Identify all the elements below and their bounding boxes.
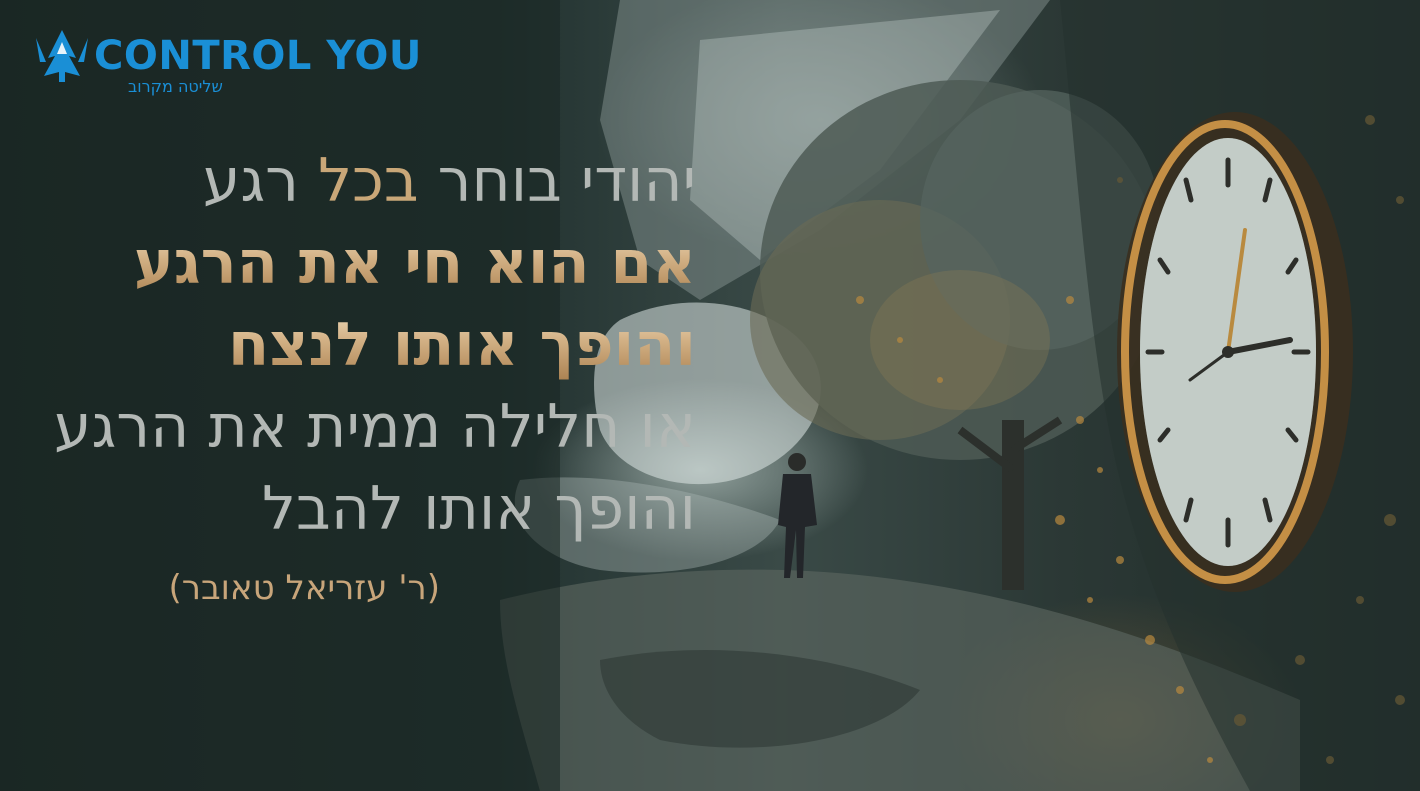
clock-illustration xyxy=(1117,112,1353,592)
walking-man-illustration xyxy=(778,453,817,578)
tree-logo-icon xyxy=(32,28,92,84)
quote-block xyxy=(36,140,696,550)
quote-line-1 xyxy=(36,140,696,222)
quote-line-4: או חלילה ממית את הרגע xyxy=(53,392,696,462)
quote-line-2: אם הוא חי את הרגע xyxy=(36,222,696,304)
quote-line-5: והופך אותו להבל xyxy=(261,474,696,544)
brand-name: CONTROL YOU xyxy=(94,33,422,79)
brand-logo xyxy=(32,28,432,98)
quote-line-3: והופך אותו לנצח xyxy=(36,304,696,386)
quote-line-1-accent: בכל xyxy=(318,146,419,216)
quote-attribution: (ר' עזריאל טאובר) xyxy=(168,568,440,608)
brand-tagline: שליטה מקרוב xyxy=(128,77,223,96)
quote-line-1-end: רגע xyxy=(202,146,319,216)
quote-line-1-start: יהודי בוחר xyxy=(418,146,696,216)
